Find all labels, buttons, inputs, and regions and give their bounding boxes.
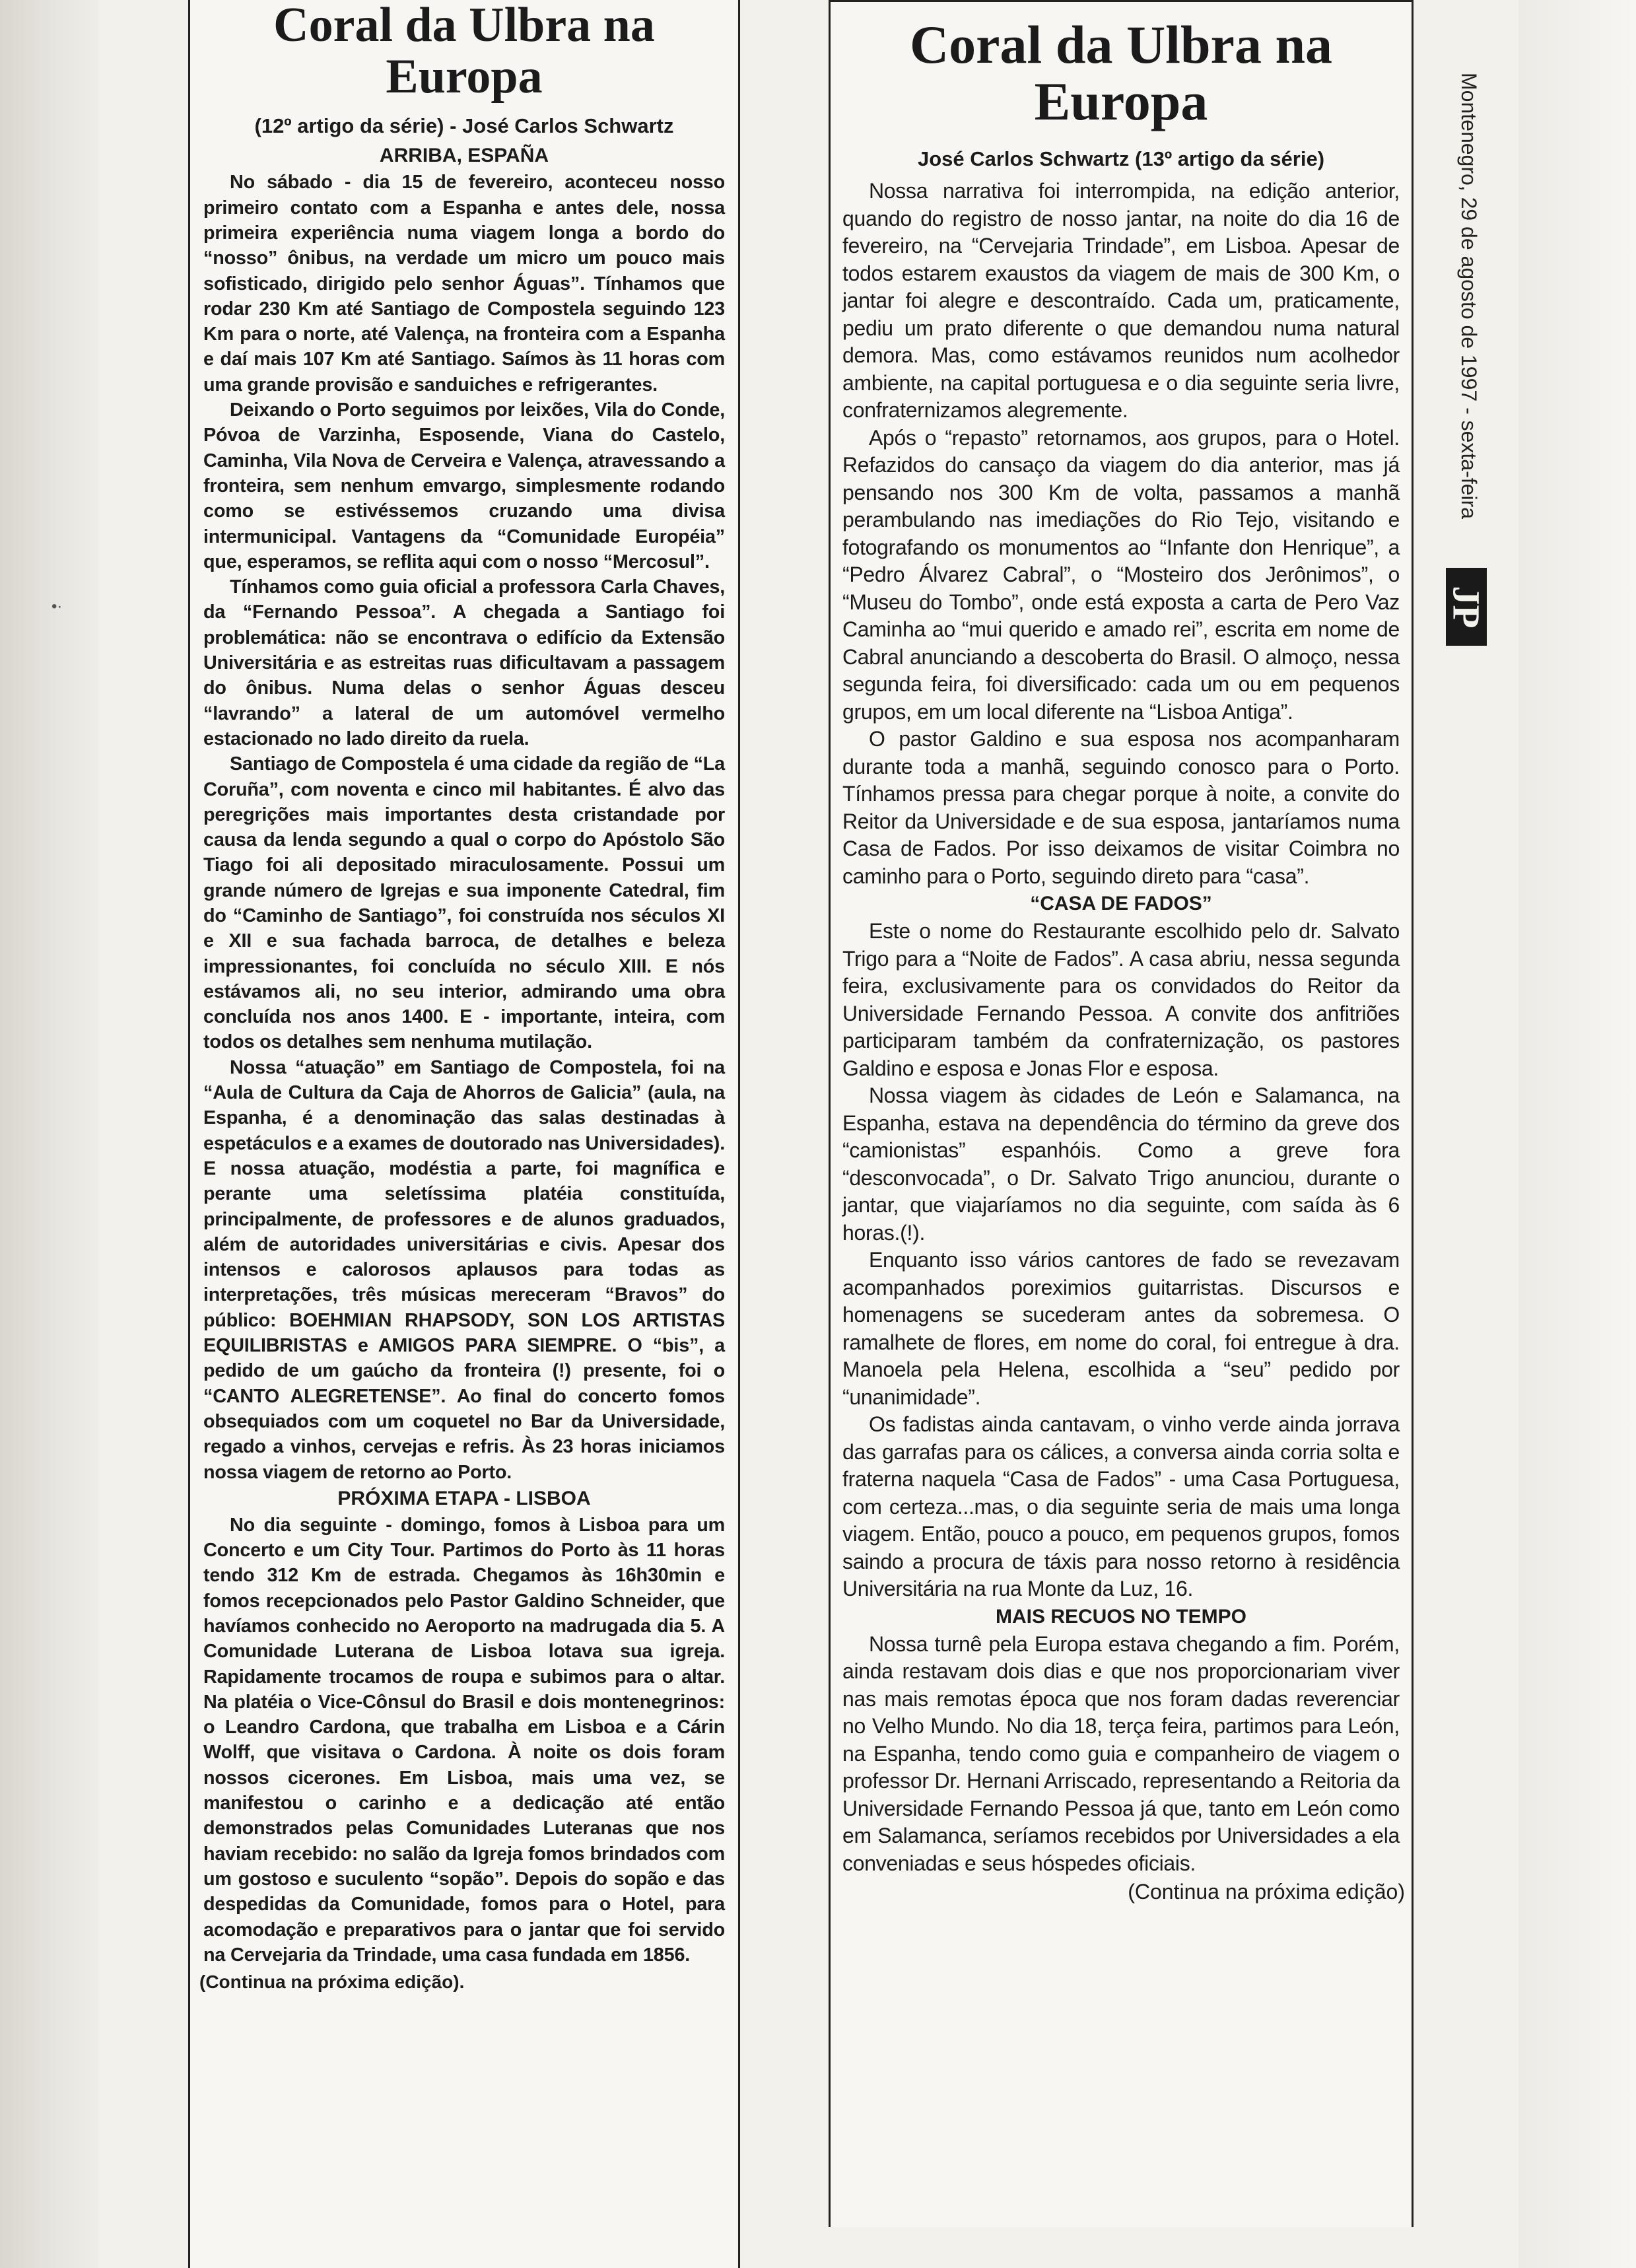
paragraph: No sábado - dia 15 de fevereiro, aconteceu nosso primeiro contato com a Espanha e antes dele, nossa primeira experiência numa viagem longa a bordo do “nosso” ônibus, na verdade um micro um pouco mais sofisticado, dirigido pelo senhor Águas”. Tínhamos que rodar 230 Km até Santiago de Compostela seguindo 123 Km para o norte, até Valença, na fronteira com a Espanha e daí mais 107 Km até Santiago. Saímos às 11 horas com uma grande provisão e sanduiches e refrigerantes. — [203, 172, 725, 395]
paragraph: Este o nome do Restaurante escolhido pelo dr. Salvato Trigo para a “Noite de Fados”. A casa abriu, nessa segunda feira, exclusivamente para os convidados do Reitor da Universidade Fernando Pessoa. A convite dos anfitriões participaram também da confraternização, os pastores Galdino e esposa e Jonas Flor e esposa. — [842, 919, 1400, 1080]
right-body-3 — [831, 1631, 1412, 1878]
paragraph: Tínhamos como guia oficial a professora Carla Chaves, da “Fernando Pessoa”. A chegada a Santiago foi problemática: não se encontrava o edifício da Extensão Universitária e as estreitas ruas dificultavam a passagem do ônibus. Numa delas o senhor Águas desceu “lavrando” a lateral de um automóvel vermelho estacionado no lado direito da ruela. — [203, 576, 725, 749]
right-byline: José Carlos Schwartz (13º artigo da série) — [917, 147, 1325, 171]
paragraph: Santiago de Compostela é uma cidade da região de “La Coruña”, com noventa e cinco mil habitantes. É alvo das peregrições mais importantes desta cristandade por causa da lenda segundo a qual o corpo do Apóstolo São Tiago foi ali depositado miraculosamente. Possui um grande número de Igrejas e sua imponente Catedral, fim do “Caminho de Santiago”, foi construída nos séculos XI e XII e sua fachada barroca, de detalhes e beleza impressionantes, foi concluída no século XIII. E nós estávamos ali, no seu interior, admirando uma obra concluída nos anos 1400. E - importante, inteira, com todos os detalhes sem nenhuma mutilação. — [203, 753, 725, 1053]
left-continues: (Continua na próxima edição). — [199, 1972, 465, 1993]
paragraph: Enquanto isso vários cantores de fado se revezavam acompanhados poreximios guitarristas. Discursos e homenagens se sucederam antes da sobremesa. O ramalhete de flores, em nome do coral, foi entregue à dra. Manoela pela Helena, escolhida a “seu” pedido por “unanimidade”. — [842, 1248, 1400, 1409]
paragraph: Os fadistas ainda cantavam, o vinho verde ainda jorrava das garrafas para os cálices, a conversa ainda corria solta e fraterna naquela “Casa de Fados” - uma Casa Portuguesa, com certeza...mas, o dia seguinte seria de mais uma longa viagem. Então, pouco a pouco, em pequenos grupos, fomos saindo a procura de táxis para nosso retorno à residência Universitária na rua Monte da Luz, 16. — [842, 1412, 1400, 1601]
dateline-text: Montenegro, 29 de agosto de 1997 - sexta-feira — [1457, 73, 1481, 519]
right-article — [829, 0, 1414, 2227]
page-right-margin — [1518, 0, 1636, 2268]
paragraph: Nossa “atuação” em Santiago de Compostela, foi na “Aula de Cultura da Caja de Ahorros de Galicia” (aula, na Espanha, é a denominação das salas destinadas à espetáculos e a exames de doutorado nas Universidades). E nossa atuação, modéstia a parte, foi magnífica e perante uma seletíssima platéia constituída, principalmente, de professores e de alunos graduados, além de autoridades universitárias e civis. Apesar dos intensos e calorosos aplausos para todas as interpretações, três músicas mereceram “Bravos” do público: BOEHMIAN RHAPSODY, SON LOS ARTISTAS EQUILIBRISTAS e AMIGOS PARA SIEMPRE. O “bis”, a pedido de um gaúcho da fronteira (!) presente, foi o “CANTO ALEGRETENSE”. Ao final do concerto fomos obsequiados com um coquetel no Bar da Universidade, regado a vinhos, cervejas e refris. Às 23 horas iniciamos nossa viagem de retorno ao Porto. — [203, 1056, 725, 1483]
jp-logo-text: JP — [1445, 585, 1488, 629]
left-section-arriba: ARRIBA, ESPAÑA — [379, 145, 549, 167]
left-section-lisboa: PRÓXIMA ETAPA - LISBOA — [337, 1487, 591, 1509]
paragraph: Nossa viagem às cidades de León e Salamanca, na Espanha, estava na dependência do término da greve dos “camionistas” espanhóis. Como a greve fora “desconvocada”, o Dr. Salvato Trigo anunciou, durante o jantar, que viajaríamos no dia seguinte, com saída às 6 horas.(!). — [842, 1083, 1400, 1245]
paragraph: Deixando o Porto seguimos por leixões, Vila do Conde, Póvoa de Varzinha, Esposende, Viana do Castelo, Caminha, Vila Nova de Cerveira e Valença, atravessando a fronteira, sem nenhum emvargo, simplesmente rodando como se estivéssemos cruzando uma divisa intermunicipal. Vantagens da “Comunidade Européia” que, esperamos, se reflita aqui com o nosso “Mercosul”. — [203, 399, 725, 572]
paragraph: Nossa narrativa foi interrompida, na edição anterior, quando do registro de nosso jantar, na noite do dia 16 de fevereiro, na “Cervejaria Trindade”, em Lisboa. Apesar de todos estarem exaustos da viagem de mais de 300 Km, o jantar foi alegre e descontraído. Cada um, praticamente, pediu um prato diferente o que demandou numa natural demora. Mas, como estávamos reunidos num acolhedor ambiente, na capital portuguesa e o dia seguinte seria livre, confraternizamos alegremente. — [842, 179, 1400, 423]
paragraph: O pastor Galdino e sua esposa nos acompanharam durante toda a manhã, seguindo conosco para o Porto. Tínhamos pressa para chegar porque à noite, a convite do Reitor da Universidade e de sua esposa, jantaríamos numa Casa de Fados. Por isso deixamos de visitar Coimbra no caminho para o Porto, seguindo direto para “casa”. — [842, 727, 1400, 888]
right-section-casa-de-fados: “CASA DE FADOS” — [1030, 893, 1212, 915]
left-body-1 — [190, 170, 738, 1484]
left-byline: (12º artigo da série) - José Carlos Schwartz — [254, 114, 674, 138]
right-body-1 — [831, 178, 1412, 890]
right-continues: (Continua na próxima edição) — [1128, 1880, 1405, 1904]
left-body-2 — [190, 1513, 738, 1968]
right-section-recuos: MAIS RECUOS NO TEMPO — [995, 1605, 1247, 1628]
paragraph: Após o “repasto” retornamos, aos grupos, para o Hotel. Refazidos do cansaço da viagem do dia anterior, mas já pensando nos 300 Km de volta, passamos a manhã perambulando nas imediações do Rio Tejo, visitando e fotografando os monumentos ao “Infante don Henrique”, a “Pedro Álvarez Cabral”, o “Mosteiro dos Jerônimos”, o “Museu do Tombo”, onde está exposta a carta de Pero Vaz Caminha ao “mui querido e amado rei”, escrita em nome de Cabral anunciando a descoberta do Brasil. O almoço, nessa segunda feira, foi diversificado: cada um ou em pequenos grupos, em um local diferente na “Lisboa Antiga”. — [842, 425, 1400, 724]
right-headline: Coral da Ulbra na Europa — [909, 15, 1333, 132]
margin-mark: •· — [51, 598, 63, 615]
right-body-2 — [831, 918, 1412, 1603]
left-article — [188, 0, 740, 2268]
left-headline: Coral da Ulbra na Europa — [273, 0, 655, 104]
paragraph: Nossa turnê pela Europa estava chegando a fim. Porém, ainda restavam dois dias e que nos proporcionariam viver nas mais remotas época que nos foram dadas reverenciar no Velho Mundo. No dia 18, terça feira, partimos para León, na Espanha, tendo como guia e companheiro de viagem o professor Dr. Hernani Arriscado, representando a Reitoria da Universidade Fernando Pessoa já que, tanto em León como em Salamanca, seríamos recebidos por Universidades a ela conveniadas e seus hóspedes oficiais. — [842, 1632, 1400, 1875]
page-left-margin — [0, 0, 99, 2268]
dateline-vertical — [1449, 73, 1489, 614]
jp-logo — [1446, 568, 1487, 646]
paragraph: No dia seguinte - domingo, fomos à Lisboa para um Concerto e um City Tour. Partimos do Porto às 11 horas tendo 312 Km de estrada. Chegamos às 16h30min e fomos recepcionados pelo Pastor Galdino Schneider, que havíamos conhecido no Aeroporto na madrugada dia 5. A Comunidade Luterana de Lisboa lotava sua igreja. Rapidamente trocamos de roupa e subimos para o altar. Na platéia o Vice-Cônsul do Brasil e dois montenegrinos: o Leandro Cardona, que trabalha em Lisboa e a Cárin Wolff, que visitava o Cardona. À noite os dois foram nossos cicerones. Em Lisboa, mais uma vez, se manifestou o carinho e a dedicação até então demonstrados pelas Comunidades Luteranas que nos haviam recebido: no salão da Igreja fomos brindados com um gostoso e suculento “sopão”. Depois do sopão e das despedidas da Comunidade, fomos para o Hotel, para acomodação e preparativos para o jantar que foi servido na Cervejaria da Trindade, uma casa fundada em 1856. — [203, 1514, 725, 1966]
